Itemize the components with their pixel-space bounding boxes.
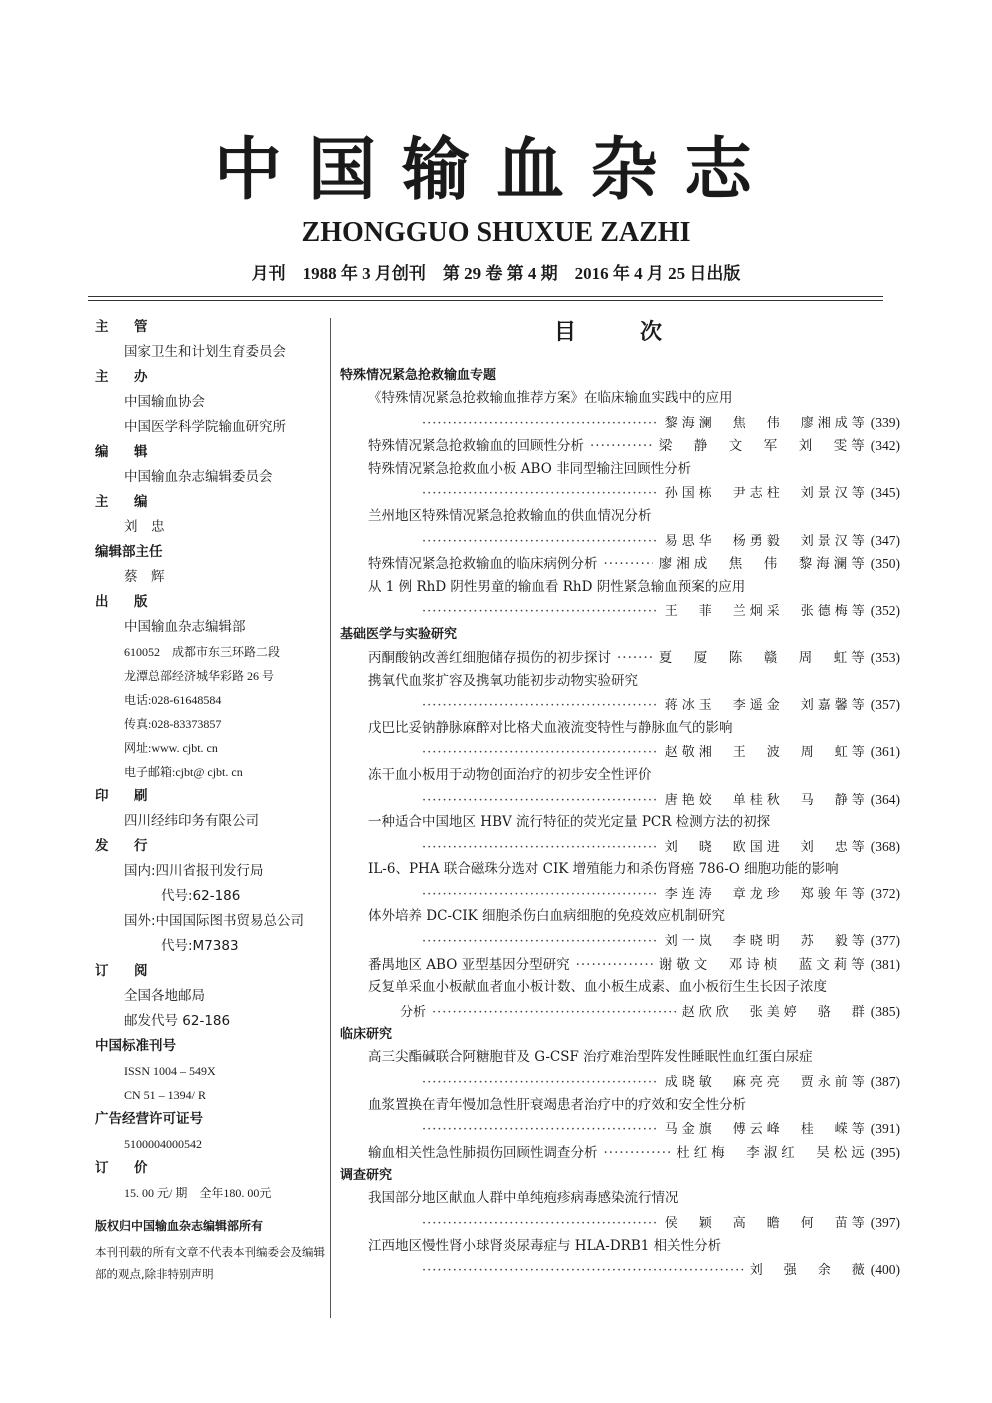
- leader-dots: [422, 1118, 659, 1142]
- article-page: (368): [870, 838, 900, 854]
- label-supervisor: 主 管: [95, 319, 154, 335]
- article-authors: 廖湘成 焦 伟 黎海澜等: [658, 556, 869, 573]
- table-of-contents: [340, 318, 900, 1282]
- article-title[interactable]: 戊巴比妥钠静脉麻醉对比格犬血液流变特性与静脉血气的影响: [368, 719, 733, 736]
- article-page: (352): [870, 603, 900, 619]
- column-divider: [330, 318, 331, 1318]
- leader-dots: [422, 1071, 659, 1095]
- article-page: (387): [870, 1074, 900, 1090]
- article-title[interactable]: 体外培养 DC-CIK 细胞杀伤白血病细胞的免疫效应机制研究: [368, 908, 726, 925]
- article-page: (361): [870, 744, 900, 760]
- header-rule-bottom: [88, 300, 883, 301]
- article-row[interactable]: [340, 434, 900, 458]
- section-clinical-research: 临床研究: [340, 1027, 393, 1043]
- label-office-director: 编辑部主任: [95, 544, 163, 560]
- article-title[interactable]: 一种适合中国地区 HBV 流行特征的荧光定量 PCR 检测方法的初探: [368, 814, 771, 831]
- leader-dots: [422, 883, 659, 907]
- article-page: (353): [870, 649, 900, 665]
- header-rule-top: [88, 296, 883, 297]
- article-page: (339): [870, 414, 900, 430]
- article-byline: [340, 481, 900, 505]
- article-page: (395): [870, 1144, 900, 1160]
- publisher-website: 网址:www. cjbt. cn: [124, 741, 218, 755]
- label-publisher: 出 版: [95, 594, 154, 610]
- article-page: (364): [870, 791, 900, 807]
- article-byline: [340, 599, 900, 623]
- article-authors: 赵欣欣 张美婷 骆 群: [681, 1004, 869, 1020]
- article-page: (342): [870, 438, 900, 454]
- article-authors: 黎海澜 焦 伟 廖湘成等: [664, 415, 869, 431]
- masthead-info-column: [95, 315, 325, 1285]
- label-sponsor: 主 办: [95, 369, 154, 385]
- article-title[interactable]: 高三尖酯碱联合阿糖胞苷及 G-CSF 治疗难治型阵发性睡眠性血红蛋白尿症: [368, 1049, 813, 1066]
- value-supervisor: 国家卫生和计划生育委员会: [124, 344, 286, 360]
- article-byline: [340, 1070, 900, 1094]
- article-page: (385): [870, 1003, 900, 1019]
- article-title[interactable]: 血浆置换在青年慢加急性肝衰竭患者治疗中的疗效和安全性分析: [368, 1096, 746, 1113]
- leader-dots: [432, 1001, 676, 1025]
- toc-heading: 目次: [553, 320, 726, 345]
- article-authors: 唐艳姣 单桂秋 马 静等: [664, 792, 869, 808]
- leader-dots: [422, 836, 659, 860]
- value-subscription: 全国各地邮局: [124, 988, 205, 1004]
- article-title[interactable]: IL-6、PHA 联合磁珠分选对 CIK 增殖能力和杀伤肾癌 786-O 细胞功能的影响: [368, 861, 839, 878]
- section-basic-research: 基础医学与实验研究: [340, 626, 458, 642]
- article-title-continued: 分析: [400, 1004, 427, 1020]
- article-authors: 刘 晓 欧国进 刘 忠等: [664, 839, 869, 855]
- article-title[interactable]: 江西地区慢性肾小球肾炎尿毒症与 HLA-DRB1 相关性分析: [368, 1237, 722, 1254]
- value-price: 15. 00 元/ 期 全年180. 00元: [124, 1186, 272, 1200]
- publisher-address-2: 龙潭总部经济城华彩路 26 号: [124, 669, 275, 683]
- article-byline: [340, 1117, 900, 1141]
- section-emergency-transfusion: 特殊情况紧急抢救输血专题: [340, 368, 497, 383]
- section-survey-research: 调查研究: [340, 1168, 393, 1184]
- value-sponsor-1: 中国输血协会: [124, 394, 205, 410]
- publisher-phone: 电话:028-61648584: [124, 693, 222, 707]
- article-title: 特殊情况紧急抢救输血的回顾性分析: [368, 438, 584, 455]
- leader-dots: [422, 482, 659, 506]
- label-chief-editor: 主 编: [95, 494, 154, 510]
- leader-dots: [422, 930, 659, 954]
- article-authors: 孙国栋 尹志柱 刘景汉等: [664, 486, 869, 502]
- leader-dots: [422, 600, 659, 624]
- article-authors: 李连涛 章龙珍 郑骏年等: [664, 886, 869, 902]
- label-ad-license: 广告经营许可证号: [95, 1111, 203, 1127]
- article-title[interactable]: 《特殊情况紧急抢救输血推荐方案》在临床输血实践中的应用: [368, 390, 733, 406]
- article-page: (345): [870, 485, 900, 501]
- article-byline: [340, 693, 900, 717]
- publisher-email: 电子邮箱:cjbt@ cjbt. cn: [124, 765, 243, 779]
- article-byline: [340, 929, 900, 953]
- article-page: (357): [870, 697, 900, 713]
- article-authors: 梁 静 文 军 刘 雯等: [658, 438, 869, 455]
- value-chief-editor: 刘 忠: [124, 519, 165, 535]
- leader-dots: [422, 1259, 744, 1283]
- article-title[interactable]: 特殊情况紧急抢救血小板 ABO 非同型输注回顾性分析: [368, 460, 692, 477]
- article-authors: 刘一岚 李晓明 苏 毅等: [664, 934, 869, 950]
- value-distribution-foreign: 国外:中国国际图书贸易总公司: [124, 913, 305, 929]
- value-postal-code: 邮发代号 62-186: [124, 1013, 231, 1029]
- article-row[interactable]: [340, 646, 900, 670]
- article-title: 番禺地区 ABO 亚型基因分型研究: [368, 956, 570, 973]
- article-page: (391): [870, 1121, 900, 1137]
- issue-info: 月刊 1988 年 3 月创刊 第 29 卷 第 4 期 2016 年 4 月 25 日出版: [251, 264, 741, 283]
- article-page: (350): [870, 556, 900, 572]
- journal-title-pinyin: ZHONGGUO SHUXUE ZAZHI: [301, 217, 691, 248]
- article-row[interactable]: [340, 953, 900, 977]
- label-standard-number: 中国标准刊号: [95, 1038, 176, 1054]
- article-page: (381): [870, 956, 900, 972]
- article-byline: [340, 788, 900, 812]
- label-price: 订 价: [95, 1160, 154, 1176]
- value-ad-license: 5100004000542: [124, 1137, 202, 1151]
- label-subscription: 订 阅: [95, 963, 154, 979]
- leader-dots: [604, 1142, 671, 1166]
- leader-dots: [604, 553, 653, 577]
- article-page: (400): [870, 1262, 900, 1278]
- leader-dots: [617, 647, 653, 671]
- article-byline: [340, 1000, 900, 1024]
- journal-title-chinese: 中国输血杂志: [213, 130, 778, 210]
- article-row[interactable]: [340, 552, 900, 576]
- article-title: 丙酮酸钠改善红细胞储存损伤的初步探讨: [368, 649, 611, 666]
- article-authors: 刘 强 余 薇: [749, 1263, 869, 1279]
- leader-dots: [422, 789, 659, 813]
- value-printer: 四川经纬印务有限公司: [124, 813, 259, 829]
- article-byline: [340, 882, 900, 906]
- value-publisher: 中国输血杂志编辑部: [124, 619, 246, 635]
- article-byline: [340, 529, 900, 553]
- leader-dots: [576, 954, 653, 978]
- leader-dots: [422, 694, 659, 718]
- article-authors: 赵敬湘 王 波 周 虹等: [664, 745, 869, 761]
- article-page: (377): [870, 933, 900, 949]
- article-authors: 马金旗 傅云峰 桂 嵘等: [664, 1122, 869, 1138]
- label-editor: 编 辑: [95, 444, 154, 460]
- article-title[interactable]: 我国部分地区献血人群中单纯疱疹病毒感染流行情况: [368, 1190, 679, 1207]
- article-byline: [340, 1258, 900, 1282]
- article-page: (397): [870, 1215, 900, 1230]
- article-authors: 王 菲 兰炯采 张德梅等: [664, 604, 869, 620]
- article-title[interactable]: 兰州地区特殊情况紧急抢救输血的供血情况分析: [368, 507, 652, 524]
- leader-dots: [422, 530, 659, 554]
- value-issn: ISSN 1004 – 549X: [124, 1064, 216, 1078]
- copyright-note: 版权归中国输血杂志编辑部所有: [95, 1219, 264, 1233]
- article-page: (372): [870, 885, 900, 901]
- leader-dots: [422, 741, 659, 765]
- article-byline: [340, 1211, 900, 1235]
- article-byline: [340, 740, 900, 764]
- article-authors: 蒋冰玉 李遥金 刘嘉馨等: [664, 698, 869, 714]
- article-authors: 成晓敏 麻亮亮 贾永前等: [664, 1075, 869, 1091]
- article-row[interactable]: [340, 1141, 900, 1165]
- article-page: (347): [870, 532, 900, 548]
- label-distribution: 发 行: [95, 838, 154, 854]
- article-title[interactable]: 反复单采血小板献血者血小板计数、血小板生成素、血小板衍生生长因子浓度: [368, 979, 827, 996]
- leader-dots: [422, 412, 659, 436]
- leader-dots: [422, 1212, 659, 1236]
- disclaimer-note: 本刊刊载的所有文章不代表本刊编委会及编辑部的观点,除非特别声明: [95, 1245, 325, 1281]
- article-authors: 杜红梅 李淑红 吴松远: [676, 1144, 869, 1161]
- article-title[interactable]: 冻干血小板用于动物创面治疗的初步安全性评价: [368, 766, 652, 783]
- article-authors: 夏 厦 陈 赣 周 虹等: [658, 649, 869, 666]
- value-sponsor-2: 中国医学科学院输血研究所: [124, 419, 286, 435]
- article-byline: [340, 835, 900, 859]
- article-authors: 谢敬文 邓诗桢 蓝文莉等: [658, 956, 869, 973]
- value-cn: CN 51 – 1394/ R: [124, 1088, 207, 1102]
- article-title[interactable]: 携氧代血浆扩容及携氧功能初步动物实验研究: [368, 672, 638, 689]
- article-title: 特殊情况紧急抢救输血的临床病例分析: [368, 556, 598, 573]
- value-office-director: 蔡 辉: [124, 569, 165, 585]
- leader-dots: [590, 435, 653, 459]
- value-distribution-domestic-code: 代号:62-186: [161, 888, 241, 904]
- publisher-address-1: 610052 成都市东三环路二段: [124, 645, 281, 659]
- publisher-fax: 传真:028-83373857: [124, 717, 222, 731]
- article-title[interactable]: 从 1 例 RhD 阴性男童的输血看 RhD 阴性紧急输血预案的应用: [368, 578, 746, 595]
- value-editor: 中国输血杂志编辑委员会: [124, 469, 273, 485]
- label-printer: 印 刷: [95, 788, 154, 804]
- value-distribution-domestic: 国内:四川省报刊发行局: [124, 863, 264, 879]
- article-authors: 易思华 杨勇毅 刘景汉等: [664, 533, 869, 549]
- article-title: 输血相关性急性肺损伤回顾性调查分析: [368, 1144, 598, 1161]
- value-distribution-foreign-code: 代号:M7383: [161, 938, 239, 954]
- article-authors: 侯 颖 高 瞻 何 苗等: [664, 1216, 869, 1231]
- article-byline: [340, 411, 900, 435]
